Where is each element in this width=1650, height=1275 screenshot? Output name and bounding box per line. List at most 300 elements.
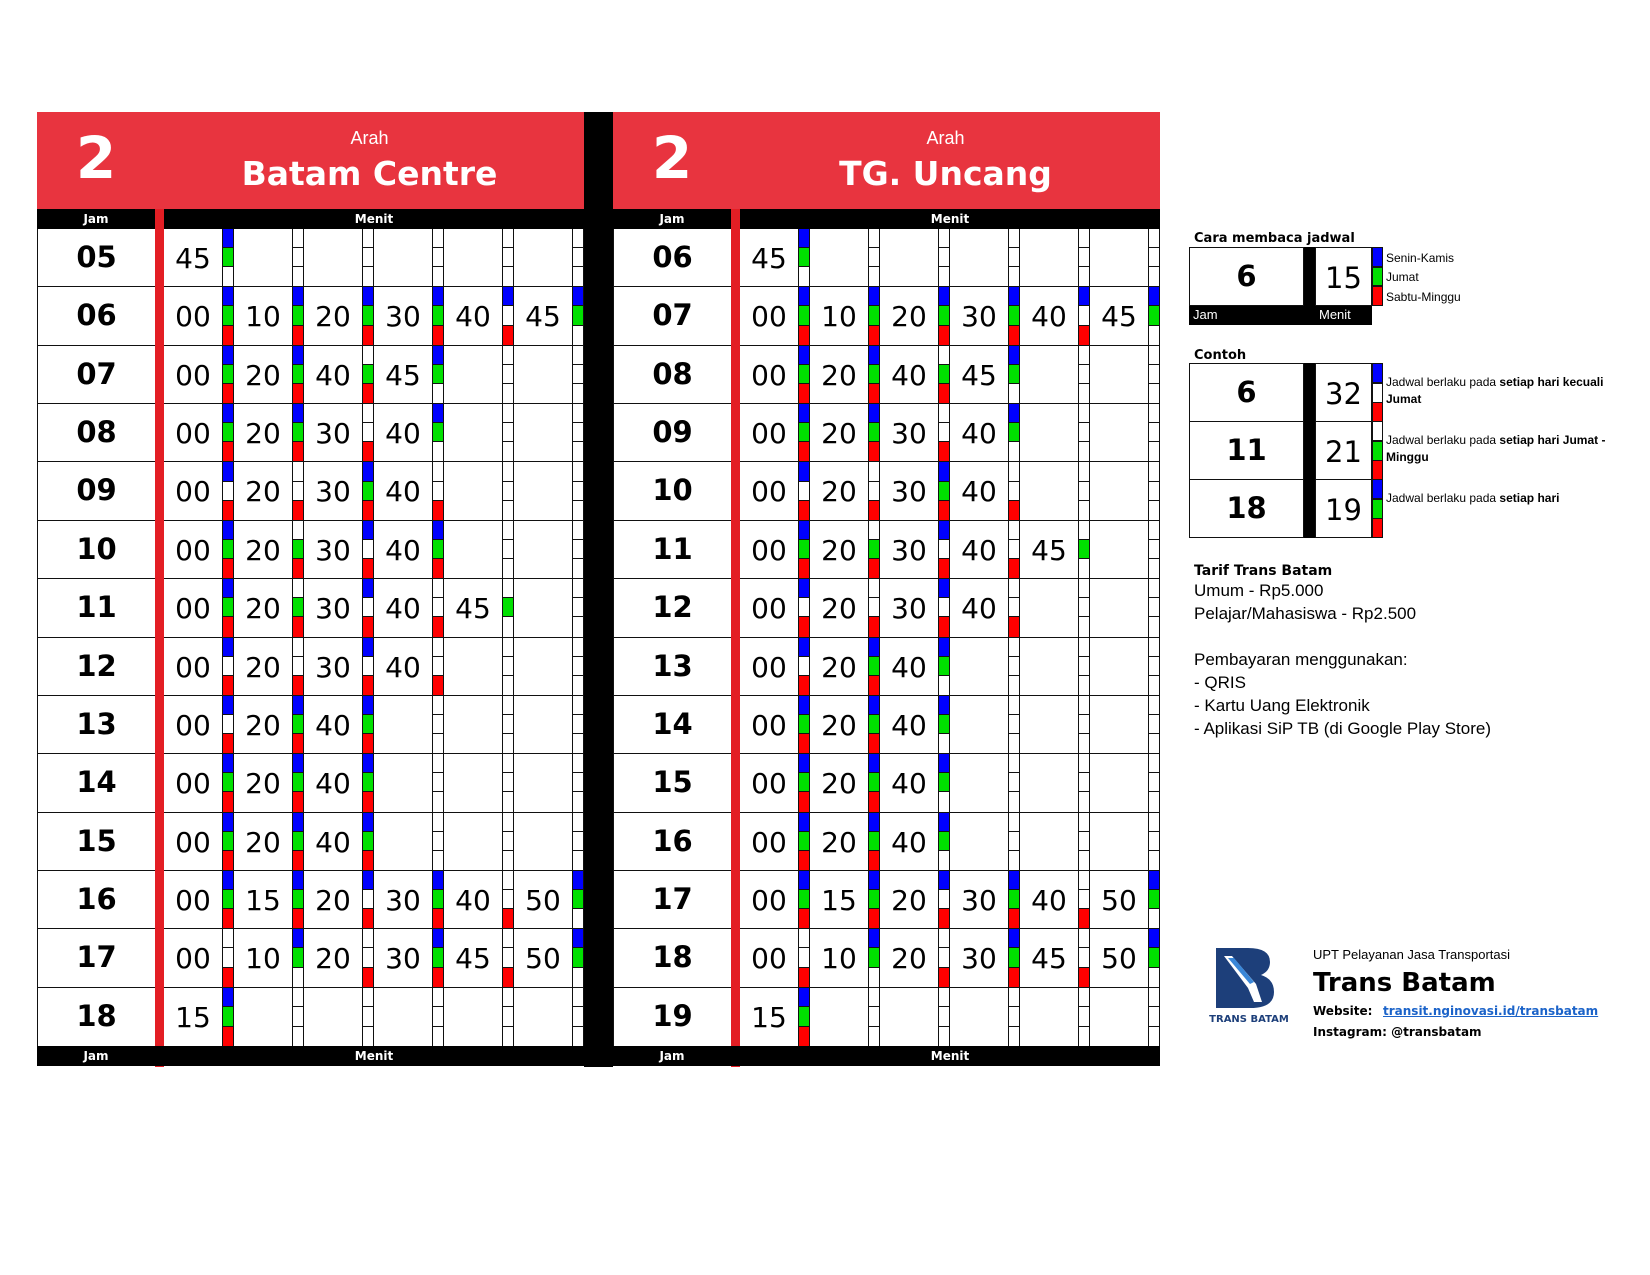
day-senin-kamis-mark xyxy=(799,462,809,481)
day-senin-kamis-mark xyxy=(573,696,583,715)
day-jumat-mark xyxy=(869,832,879,851)
day-sabtu-minggu-mark xyxy=(1009,501,1019,520)
jam-column-label: Jam xyxy=(83,1049,109,1063)
day-indicator xyxy=(1148,813,1160,870)
day-indicator xyxy=(798,754,810,811)
day-jumat-mark xyxy=(1149,598,1159,617)
minute-cell xyxy=(374,346,444,403)
day-jumat-mark xyxy=(1079,832,1089,851)
day-senin-kamis-mark xyxy=(939,462,949,481)
day-indicator xyxy=(572,579,584,636)
minute-value: 00 xyxy=(175,533,211,567)
day-sabtu-minggu-mark xyxy=(1149,1027,1159,1046)
minute-value xyxy=(444,754,502,811)
minute-cell xyxy=(880,813,950,870)
day-senin-kamis-mark xyxy=(1149,754,1159,773)
day-senin-kamis-mark xyxy=(1149,287,1159,306)
minute-value xyxy=(514,988,572,1046)
day-indicator xyxy=(292,871,304,928)
day-sabtu-minggu-mark xyxy=(573,851,583,870)
day-sabtu-minggu-mark xyxy=(363,792,373,811)
day-sabtu-minggu-mark xyxy=(799,851,809,870)
day-sabtu-minggu-mark xyxy=(433,792,443,811)
day-senin-kamis-mark xyxy=(293,696,303,715)
day-jumat-mark xyxy=(1149,248,1159,267)
day-jumat-mark xyxy=(799,948,809,967)
day-sabtu-minggu-mark xyxy=(223,326,233,345)
day-senin-kamis-mark xyxy=(503,871,513,890)
example-description xyxy=(1386,490,1626,507)
day-senin-kamis-mark xyxy=(503,638,513,657)
minute-cell xyxy=(950,871,1020,928)
column-footer-bar xyxy=(613,1046,1160,1066)
minute-value xyxy=(1090,754,1148,811)
minute-value xyxy=(1090,462,1148,519)
day-jumat-mark xyxy=(223,365,233,384)
day-jumat-mark xyxy=(1149,657,1159,676)
day-jumat-mark xyxy=(223,306,233,325)
day-jumat-mark xyxy=(799,657,809,676)
day-sabtu-minggu-mark xyxy=(1009,326,1019,345)
minute-value: 40 xyxy=(891,708,927,742)
day-indicator xyxy=(1078,696,1090,753)
minute-value: 30 xyxy=(961,942,997,976)
example-description xyxy=(1386,432,1626,466)
day-senin-kamis-mark xyxy=(1079,346,1089,365)
schedule-row xyxy=(613,521,1160,579)
day-indicator xyxy=(362,462,374,519)
minute-value xyxy=(304,988,362,1046)
minute-cell xyxy=(164,404,234,461)
minute-value xyxy=(1020,346,1078,403)
day-sabtu-minggu-mark xyxy=(573,792,583,811)
hour-cell: 15 xyxy=(37,813,155,870)
example-text: Jadwal berlaku pada xyxy=(1386,433,1500,447)
day-sabtu-minggu-mark xyxy=(1079,734,1089,753)
example-divider xyxy=(1304,363,1315,422)
menit-column-label: Menit xyxy=(930,1049,970,1063)
day-sabtu-minggu-mark xyxy=(433,267,443,286)
day-sabtu-minggu-mark xyxy=(1079,851,1089,870)
day-senin-kamis-mark xyxy=(223,287,233,306)
day-indicator xyxy=(1078,929,1090,986)
day-jumat-mark xyxy=(363,1007,373,1026)
day-sabtu-minggu-mark xyxy=(1009,909,1019,928)
day-sabtu-minggu-mark xyxy=(1009,559,1019,578)
minute-value: 50 xyxy=(1101,883,1137,917)
day-senin-kamis-mark xyxy=(799,287,809,306)
hour-cell: 13 xyxy=(37,696,155,753)
day-sabtu-minggu-mark xyxy=(293,968,303,987)
day-sabtu-minggu-mark xyxy=(1149,617,1159,636)
day-senin-kamis-mark xyxy=(939,813,949,832)
day-senin-kamis-mark xyxy=(799,229,809,248)
day-sabtu-minggu-mark xyxy=(503,792,513,811)
day-jumat-mark xyxy=(573,248,583,267)
day-senin-kamis-mark xyxy=(293,521,303,540)
day-sabtu-minggu-mark xyxy=(869,617,879,636)
tarif-umum: Umum - Rp5.000 xyxy=(1194,581,1324,600)
day-senin-kamis-mark xyxy=(939,229,949,248)
day-jumat-mark xyxy=(363,482,373,501)
minute-value: 40 xyxy=(961,417,997,451)
day-jumat-mark xyxy=(293,832,303,851)
minute-value: 45 xyxy=(455,942,491,976)
example-text-bold: setiap hari kecuali Jumat xyxy=(1386,375,1604,406)
minute-value: 00 xyxy=(175,767,211,801)
menit-column-label: Menit xyxy=(354,1049,394,1063)
minute-cell xyxy=(810,929,880,986)
minute-value xyxy=(1090,521,1148,578)
day-indicator xyxy=(502,287,514,344)
minute-value: 30 xyxy=(891,533,927,567)
day-jumat-mark xyxy=(293,540,303,559)
hour-cell: 09 xyxy=(613,404,731,461)
day-senin-kamis-mark xyxy=(503,696,513,715)
day-senin-kamis-mark xyxy=(363,929,373,948)
day-senin-kamis-mark xyxy=(1149,813,1159,832)
day-jumat-mark xyxy=(433,540,443,559)
example-hour: 11 xyxy=(1189,421,1304,480)
day-indicator xyxy=(868,638,880,695)
day-senin-kamis-mark xyxy=(869,638,879,657)
day-senin-kamis-mark xyxy=(939,754,949,773)
day-indicator xyxy=(362,287,374,344)
day-sabtu-minggu-mark xyxy=(363,501,373,520)
day-jumat-mark xyxy=(1079,890,1089,909)
day-sabtu-minggu-mark xyxy=(293,792,303,811)
day-senin-kamis-mark xyxy=(293,813,303,832)
day-jumat-mark xyxy=(1079,598,1089,617)
day-sabtu-minggu-mark xyxy=(1149,559,1159,578)
minute-cell xyxy=(810,988,880,1046)
minute-cell xyxy=(164,462,234,519)
destination-title: TG. Uncang xyxy=(839,154,1052,193)
day-jumat-mark xyxy=(573,423,583,442)
timetable-header xyxy=(613,112,1160,209)
minute-value: 40 xyxy=(315,708,351,742)
example-day-mark xyxy=(1372,479,1383,499)
minute-value: 40 xyxy=(891,358,927,392)
minute-cell xyxy=(810,229,880,286)
day-sabtu-minggu-mark xyxy=(799,734,809,753)
minute-value: 20 xyxy=(245,533,281,567)
destination-title: Batam Centre xyxy=(241,154,498,193)
day-senin-kamis-mark xyxy=(223,696,233,715)
direction-label: Arah xyxy=(350,128,389,148)
day-indicator xyxy=(572,871,584,928)
day-indicator xyxy=(222,229,234,286)
minute-cell xyxy=(514,638,584,695)
schedule-row xyxy=(37,346,584,404)
day-indicator xyxy=(572,638,584,695)
minute-value xyxy=(950,229,1008,286)
minute-value: 20 xyxy=(891,942,927,976)
day-senin-kamis-mark xyxy=(1149,871,1159,890)
minute-value: 00 xyxy=(175,475,211,509)
minute-cell xyxy=(304,462,374,519)
day-indicator xyxy=(1078,988,1090,1046)
day-jumat-mark xyxy=(799,365,809,384)
minute-cell xyxy=(950,229,1020,286)
example-minute: 19 xyxy=(1315,479,1372,538)
day-indicator xyxy=(292,346,304,403)
minute-value xyxy=(1020,638,1078,695)
example-minute: 32 xyxy=(1315,363,1372,422)
day-jumat-mark xyxy=(939,540,949,559)
day-jumat-mark xyxy=(223,423,233,442)
day-sabtu-minggu-mark xyxy=(1149,851,1159,870)
schedule-row xyxy=(613,287,1160,345)
day-indicator xyxy=(1008,462,1020,519)
day-indicator xyxy=(1148,988,1160,1046)
day-jumat-mark xyxy=(503,1007,513,1026)
minute-value: 40 xyxy=(385,592,421,626)
minute-cell xyxy=(164,579,234,636)
minute-value xyxy=(374,813,432,870)
day-jumat-mark xyxy=(433,1007,443,1026)
day-indicator xyxy=(292,696,304,753)
day-jumat-mark xyxy=(1149,832,1159,851)
minute-value: 45 xyxy=(1031,533,1067,567)
day-indicator xyxy=(222,696,234,753)
day-indicator xyxy=(868,813,880,870)
logo-text: TRANS BATAM xyxy=(1209,1014,1289,1025)
minute-cell xyxy=(444,813,514,870)
day-senin-kamis-mark xyxy=(433,813,443,832)
day-jumat-mark xyxy=(1149,1007,1159,1026)
minute-cell xyxy=(1020,696,1090,753)
day-jumat-mark xyxy=(503,540,513,559)
day-indicator xyxy=(1148,287,1160,344)
minute-cell xyxy=(304,813,374,870)
day-indicator xyxy=(798,871,810,928)
day-indicator xyxy=(222,521,234,578)
day-indicator xyxy=(572,696,584,753)
minute-value: 00 xyxy=(751,883,787,917)
day-indicator xyxy=(1008,638,1020,695)
day-indicator xyxy=(798,404,810,461)
minute-value: 20 xyxy=(245,358,281,392)
minute-value: 00 xyxy=(175,708,211,742)
day-senin-kamis-mark xyxy=(939,696,949,715)
day-jumat-mark xyxy=(939,890,949,909)
schedule-row xyxy=(37,229,584,287)
day-indicator xyxy=(938,696,950,753)
day-senin-kamis-mark xyxy=(1079,871,1089,890)
minute-cell xyxy=(740,696,810,753)
minute-value: 20 xyxy=(821,767,857,801)
minute-value: 30 xyxy=(891,592,927,626)
day-jumat-mark xyxy=(433,365,443,384)
minute-value xyxy=(514,579,572,636)
day-indicator xyxy=(1078,754,1090,811)
minute-cell xyxy=(444,696,514,753)
minute-cell xyxy=(164,229,234,286)
day-senin-kamis-mark xyxy=(573,346,583,365)
day-sabtu-minggu-mark xyxy=(573,384,583,403)
minute-cell xyxy=(810,871,880,928)
day-sabtu-minggu-mark xyxy=(223,851,233,870)
minute-cell xyxy=(1090,346,1160,403)
day-sabtu-minggu-mark xyxy=(1079,267,1089,286)
day-senin-kamis-mark xyxy=(573,929,583,948)
minute-value: 40 xyxy=(891,650,927,684)
day-jumat-mark xyxy=(869,598,879,617)
minute-cell xyxy=(1020,229,1090,286)
day-sabtu-minggu-mark xyxy=(293,1027,303,1046)
day-sabtu-minggu-mark xyxy=(939,968,949,987)
logo-b-icon xyxy=(1204,944,1284,1012)
day-senin-kamis-mark xyxy=(573,404,583,423)
minute-cell xyxy=(234,871,304,928)
day-jumat-mark xyxy=(293,890,303,909)
day-senin-kamis-mark xyxy=(433,404,443,423)
day-sabtu-minggu-mark xyxy=(573,442,583,461)
minute-value xyxy=(1090,988,1148,1046)
day-indicator xyxy=(1008,404,1020,461)
minute-cell xyxy=(374,287,444,344)
day-indicator xyxy=(502,638,514,695)
footer-instagram-label xyxy=(1313,1025,1482,1039)
day-jumat-mark xyxy=(503,248,513,267)
day-jumat-mark xyxy=(293,365,303,384)
day-indicator xyxy=(222,346,234,403)
schedule-row xyxy=(37,287,584,345)
day-jumat-mark xyxy=(1009,482,1019,501)
day-jumat-mark xyxy=(869,365,879,384)
day-sabtu-minggu-mark xyxy=(293,267,303,286)
day-sabtu-minggu-mark xyxy=(223,617,233,636)
day-sabtu-minggu-mark xyxy=(1079,968,1089,987)
schedule-row xyxy=(37,462,584,520)
day-senin-kamis-mark xyxy=(503,579,513,598)
day-senin-kamis-mark xyxy=(573,462,583,481)
minute-value xyxy=(514,638,572,695)
day-senin-kamis-mark xyxy=(869,287,879,306)
day-senin-kamis-mark xyxy=(1079,754,1089,773)
minute-value: 20 xyxy=(821,825,857,859)
day-sabtu-minggu-mark xyxy=(503,676,513,695)
minute-value xyxy=(444,404,502,461)
day-indicator xyxy=(1008,929,1020,986)
day-sabtu-minggu-mark xyxy=(573,734,583,753)
minute-value xyxy=(1090,638,1148,695)
day-sabtu-minggu-mark xyxy=(573,501,583,520)
example-divider xyxy=(1304,421,1315,480)
schedule-row xyxy=(37,696,584,754)
day-senin-kamis-mark xyxy=(573,287,583,306)
legend-minute-box: 15 xyxy=(1315,247,1372,306)
day-sabtu-minggu-mark xyxy=(573,326,583,345)
day-senin-kamis-mark xyxy=(223,521,233,540)
minute-cell xyxy=(234,813,304,870)
day-jumat-mark xyxy=(869,948,879,967)
day-jumat-mark xyxy=(1079,423,1089,442)
day-senin-kamis-mark xyxy=(503,346,513,365)
day-indicator xyxy=(938,988,950,1046)
day-senin-kamis-mark xyxy=(799,638,809,657)
minute-cell xyxy=(1020,638,1090,695)
minute-cell xyxy=(234,404,304,461)
day-sabtu-minggu-mark xyxy=(433,909,443,928)
day-sabtu-minggu-mark xyxy=(363,617,373,636)
minute-cell xyxy=(514,813,584,870)
day-indicator xyxy=(868,754,880,811)
day-sabtu-minggu-mark xyxy=(503,267,513,286)
minute-cell xyxy=(950,696,1020,753)
day-senin-kamis-mark xyxy=(293,871,303,890)
day-senin-kamis-mark xyxy=(1009,871,1019,890)
day-sabtu-minggu-mark xyxy=(1079,559,1089,578)
day-indicator xyxy=(222,929,234,986)
day-sabtu-minggu-mark xyxy=(503,442,513,461)
jam-column-label: Jam xyxy=(659,212,685,226)
minute-cell xyxy=(1020,929,1090,986)
day-jumat-mark xyxy=(503,657,513,676)
day-sabtu-minggu-mark xyxy=(799,968,809,987)
day-senin-kamis-mark xyxy=(573,638,583,657)
hour-cell: 12 xyxy=(613,579,731,636)
schedule-row xyxy=(37,521,584,579)
day-sabtu-minggu-mark xyxy=(939,676,949,695)
day-jumat-mark xyxy=(1079,657,1089,676)
day-senin-kamis-mark xyxy=(1009,754,1019,773)
minute-cell xyxy=(444,287,514,344)
schedule-row xyxy=(37,929,584,987)
day-jumat-mark xyxy=(223,657,233,676)
day-jumat-mark xyxy=(1079,365,1089,384)
minute-cell xyxy=(444,754,514,811)
minute-value xyxy=(950,638,1008,695)
day-indicator xyxy=(432,754,444,811)
minute-value: 15 xyxy=(751,1000,787,1034)
day-senin-kamis-mark xyxy=(363,462,373,481)
minute-cell xyxy=(304,229,374,286)
minute-value: 20 xyxy=(245,767,281,801)
example-divider xyxy=(1304,479,1315,538)
day-jumat-mark xyxy=(573,598,583,617)
minute-cell xyxy=(374,404,444,461)
minute-value xyxy=(514,229,572,286)
minute-cell xyxy=(810,462,880,519)
hour-cell: 06 xyxy=(37,287,155,344)
day-jumat-mark xyxy=(869,657,879,676)
schedule-rows xyxy=(37,229,584,1046)
day-senin-kamis-mark xyxy=(1009,346,1019,365)
day-indicator xyxy=(1008,813,1020,870)
day-indicator xyxy=(222,813,234,870)
minute-value: 00 xyxy=(751,475,787,509)
day-senin-kamis-mark xyxy=(433,638,443,657)
day-indicator xyxy=(572,462,584,519)
day-indicator xyxy=(572,229,584,286)
day-senin-kamis-mark xyxy=(939,638,949,657)
day-indicator xyxy=(502,988,514,1046)
instagram-label: Instagram: xyxy=(1313,1025,1387,1039)
day-indicator xyxy=(1148,871,1160,928)
day-jumat-mark xyxy=(573,948,583,967)
minute-value: 40 xyxy=(455,300,491,334)
day-senin-kamis-mark xyxy=(869,404,879,423)
minute-cell xyxy=(514,988,584,1046)
minute-cell xyxy=(234,696,304,753)
minute-cell xyxy=(234,929,304,986)
day-jumat-mark xyxy=(1009,1007,1019,1026)
day-senin-kamis-mark xyxy=(363,521,373,540)
minute-value xyxy=(234,988,292,1046)
website-link[interactable]: transit.nginovasi.id/transbatam xyxy=(1383,1004,1599,1018)
